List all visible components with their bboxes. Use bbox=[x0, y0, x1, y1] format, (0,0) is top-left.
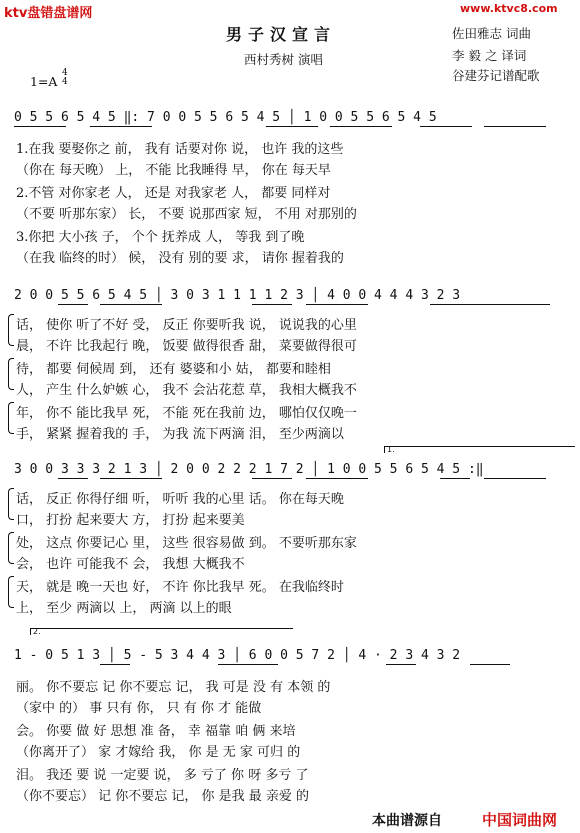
system-1-lyric-2: （你在 每天晚） 上， 不能 比我睡得 早， 你在 每天早 bbox=[16, 163, 331, 178]
system-4-lyric-1: 丽。 你不要忘 记 你不要忘 记， 我 可是 没 有 本领 的 bbox=[16, 680, 331, 695]
beam bbox=[306, 304, 368, 305]
volta-label-2: 2. bbox=[33, 627, 41, 636]
singer-credit: 西村秀树 演唱 bbox=[244, 52, 323, 67]
lyric-brace bbox=[8, 488, 14, 520]
volta-bracket-2 bbox=[30, 628, 293, 635]
volta-label-1: 1. bbox=[387, 445, 395, 454]
footer-site: 中国词曲网 bbox=[482, 811, 558, 829]
system-2-lyric-1: 话， 使你 听了不好 受， 反正 你要听我 说， 说说我的心里 bbox=[16, 318, 357, 333]
system-2-lyric-4: 人， 产生 什么妒嫉 心， 我不 会沾花惹 草， 我相大概我不 bbox=[16, 383, 357, 398]
system-4-lyric-4: （你离开了） 家 才嫁给 我， 你 是 无 家 可归 的 bbox=[16, 745, 301, 760]
time-signature-bottom: 4 bbox=[62, 77, 68, 87]
system-2-lyric-6: 手， 紧紧 握着我的 手， 为我 流下两滴 泪， 至少两滴以 bbox=[16, 427, 344, 442]
watermark-top-right: www.ktvc8.com bbox=[460, 2, 558, 15]
system-1-lyric-6: （在我 临终的时） 候， 没有 别的要 求， 请你 握着我的 bbox=[16, 251, 344, 266]
footer-source: 本曲谱源自 bbox=[372, 813, 442, 829]
beam bbox=[470, 664, 510, 665]
system-2-lyric-3: 待， 都要 伺候周 到， 还有 婆婆和小 姑， 都要和睦相 bbox=[16, 362, 331, 377]
system-3-lyric-3: 处， 这点 你要记心 里， 这些 很容易做 到。 不要听那东家 bbox=[16, 536, 357, 551]
system-1-lyric-4: （不要 听那东家） 长， 不要 说那西家 短， 不用 对那别的 bbox=[16, 207, 357, 222]
beam bbox=[430, 304, 550, 305]
system-3-lyric-1: 话， 反正 你得仔细 听， 听听 我的心里 话。 你在每天晚 bbox=[16, 492, 344, 507]
system-3-lyric-4: 会， 也许 可能我不 会， 我想 大概我不 bbox=[16, 557, 245, 572]
beam bbox=[58, 478, 88, 479]
beam bbox=[100, 304, 162, 305]
system-2-lyric-5: 年， 你不 能比我早 死， 不能 死在我前 边， 哪怕仅仅晚一 bbox=[16, 406, 357, 421]
time-signature-top: 4 bbox=[62, 68, 68, 78]
translator-credit: 李 毅 之 译词 bbox=[452, 48, 527, 63]
beam bbox=[266, 126, 318, 127]
volta-bracket-1 bbox=[384, 446, 575, 453]
system-3-notes: 3 0 0 3 3 3 2 1 3 │ 2 0 0 2 2 2 1 7 2 │ 1 0 0 5 5 6 5 4 5 :‖ bbox=[14, 462, 484, 477]
system-1-notes: 0 5 5 6 5 4 5 ‖: 7 0 0 5 5 6 5 4 5 │ 1 0 0 5 5 6 5 4 5 bbox=[14, 110, 437, 125]
lyric-brace bbox=[8, 576, 14, 608]
system-3-lyric-2: 口， 打扮 起来要大 方， 打扮 起来要美 bbox=[16, 513, 245, 528]
system-4-lyric-5: 泪。 我还 要 说 一定要 说， 多 亏了 你 呀 多亏 了 bbox=[16, 768, 309, 783]
key-signature: 1=A bbox=[30, 74, 58, 89]
beam bbox=[330, 126, 392, 127]
system-1-lyric-5: 3.你把 大小孩 子， 个个 抚养成 人， 等我 到了晚 bbox=[16, 230, 305, 245]
time-signature bbox=[62, 69, 68, 87]
beam bbox=[100, 478, 162, 479]
beam bbox=[484, 126, 546, 127]
lyricist-credit: 佐田雅志 词曲 bbox=[452, 26, 531, 41]
lyric-brace bbox=[8, 532, 14, 564]
lyric-brace bbox=[8, 314, 14, 346]
beam bbox=[420, 126, 472, 127]
lyric-brace bbox=[8, 402, 14, 434]
system-3-lyric-6: 上， 至少 两滴以 上， 两滴 以上的眼 bbox=[16, 601, 232, 616]
beam bbox=[440, 478, 470, 479]
beam bbox=[252, 478, 292, 479]
beam bbox=[90, 126, 152, 127]
beam bbox=[14, 126, 66, 127]
beam bbox=[58, 304, 88, 305]
arranger-credit: 谷建芬记谱配歌 bbox=[452, 68, 540, 83]
beam bbox=[306, 478, 368, 479]
watermark-top: ktv盘错盘谱网 bbox=[4, 6, 93, 21]
system-3-lyric-5: 天， 就是 晚一天也 好， 不许 你比我早 死。 在我临终时 bbox=[16, 580, 344, 595]
beam bbox=[484, 478, 546, 479]
system-4-notes: 1 - 0 5 1 3 │ 5 - 5 3 4 4 3 │ 6 0 0 5 7 2 │ 4 · 2 3 4 3 2 bbox=[14, 648, 461, 663]
beam bbox=[386, 664, 416, 665]
system-4-lyric-3: 会。 你要 做 好 思想 准 备， 幸 福靠 咱 俩 来培 bbox=[16, 724, 296, 739]
beam bbox=[100, 664, 130, 665]
song-title: 男子汉宣言 bbox=[226, 25, 337, 44]
system-2-lyric-2: 晨， 不许 比我起行 晚， 饭要 做得很香 甜， 菜要做得很可 bbox=[16, 339, 357, 354]
beam bbox=[218, 664, 278, 665]
system-1-lyric-1: 1.在我 要娶你之 前， 我有 话要对你 说， 也许 我的这些 bbox=[16, 142, 344, 157]
system-1-lyric-3: 2.不管 对你家老 人， 还是 对我家老 人， 都要 同样对 bbox=[16, 186, 331, 201]
system-4-lyric-2: （家中 的） 事 只有 你， 只 有 你 才 能做 bbox=[16, 701, 262, 716]
lyric-brace bbox=[8, 358, 14, 390]
system-2-notes: 2 0 0 5 5 6 5 4 5 │ 3 0 3 1 1 1 1 2 3 │ 4 0 0 4 4 4 3 2 3 bbox=[14, 288, 461, 303]
system-4-lyric-6: （你不要忘） 记 你不要忘 记， 你 是我 最 亲爱 的 bbox=[16, 789, 310, 804]
beam bbox=[252, 304, 292, 305]
